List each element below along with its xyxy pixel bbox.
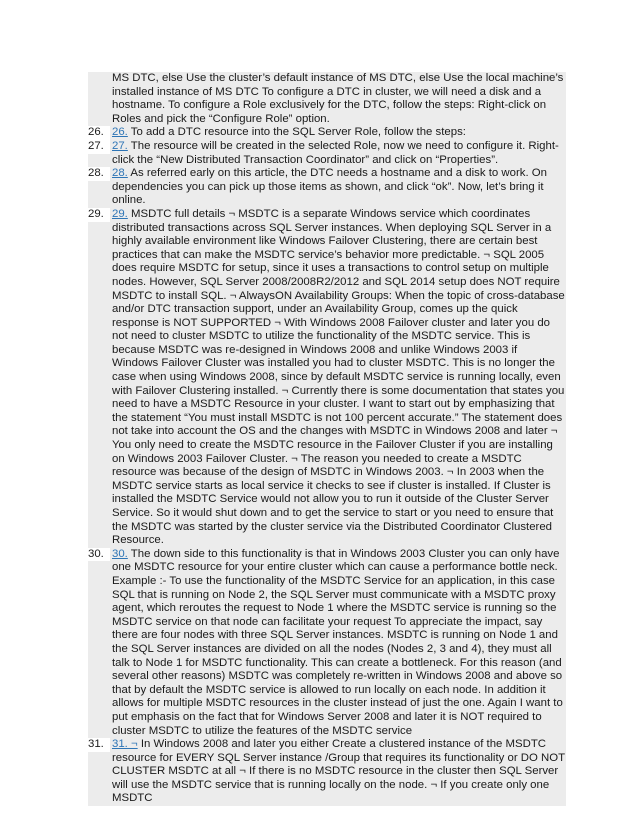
list-item-31 <box>88 738 566 806</box>
list-item-text: To add a DTC resource into the SQL Server Role, follow the steps: <box>127 126 466 139</box>
list-item-30 <box>88 548 566 738</box>
list-number: 31. <box>88 738 110 752</box>
list-item-body <box>112 738 566 806</box>
list-number: 27. <box>88 140 110 154</box>
list-number: 26. <box>88 126 110 140</box>
item-link-26[interactable]: 26. <box>112 126 128 139</box>
list-item-text: As referred early on this article, the DTC needs a hostname and a disk to work. On dependencies you can pick up those items as shown, and click “ok”. Now, let’s bring it online. <box>112 167 547 207</box>
list-number: 29. <box>88 208 110 222</box>
list-item-text: MSDTC full details ¬ MSDTC is a separate Windows service which coordinates distributed transactions across SQL Server instances. When deploying SQL Server in a highly available environment like Windows Failover Clustering, there are certain best practices that can make the MSDTC service’s behavior more predictable. ¬ SQL 2005 does require MSDTC for setup, since it uses a transactions to control setup on multiple nodes. However, SQL Server 2008/2008R2/2012 and SQL 2014 setup does NOT require MSDTC to install SQL. ¬ AlwaysON Availability Groups: When the topic of cross-database and/or DTC transaction support, under an Availability Group, comes up the quick response is NOT SUPPORTED ¬ With Windows 2008 Failover cluster and later you do not need to cluster MSDTC to utilize the functionality of the MSDTC service. This is because MSDTC was re-designed in Windows 2008 and unlike Windows 2003 if Windows Failover Cluster was installed you had to cluster MSDTC. This is no longer the case when using Windows 2008, since by default MSDTC service is running locally, even with Failover Clustering installed. ¬ Currently there is some documentation that states you need to have a MSDTC Resource in your cluster. I want to start out by emphasizing that the statement “You must install MSDTC is not 100 percent accurate.” The statement does not take into account the OS and the changes with MSDTC in Windows 2008 and later ¬ You only need to create the MSDTC resource in the Failover Cluster if you are installing on Windows 2003 Failover Cluster. ¬ The reason you needed to create a MSDTC resource was because of the design of MSDTC in Windows 2003. ¬ In 2003 when the MSDTC service starts as local service it checks to see if cluster is installed. If Cluster is installed the MSDTC Service would not allow you to run it outside of the Cluster Server Service. So it would shut down and to get the service to start or you need to ensure that the MSDTC was started by the cluster service via the Distributed Coordinator Clustered Resource. <box>112 207 565 547</box>
list-item-27 <box>88 140 566 167</box>
continuation-paragraph <box>88 72 566 126</box>
list-number: 28. <box>88 167 110 181</box>
item-link-29[interactable]: 29. <box>112 207 128 220</box>
list-item-29 <box>88 208 566 548</box>
list-item-text: The resource will be created in the selected Role, now we need to configure it. Right-click the “New Distributed Transaction Coordinator” and click on “Properties”. <box>112 139 559 166</box>
list-number: 30. <box>88 548 110 562</box>
list-item-26 <box>88 126 566 140</box>
item-link-31[interactable]: 31. ¬ <box>112 738 138 751</box>
list-item-text: In Windows 2008 and later you either Create a clustered instance of the MSDTC resource for EVERY SQL Server instance /Group that requires its functionality or DO NOT CLUSTER MSDTC at all ¬ If there is no MSDTC resource in the cluster then SQL Server will use the MSDTC service that is running locally on the node. ¬ If you create only one MSDTC <box>112 738 565 805</box>
list-item-body <box>112 208 566 548</box>
document-page <box>88 72 566 806</box>
list-item-28 <box>88 167 566 208</box>
item-link-28[interactable]: 28. <box>112 167 128 180</box>
list-item-body <box>112 126 566 140</box>
list-item-body <box>112 548 566 738</box>
list-item-text: The down side to this functionality is that in Windows 2003 Cluster you can only have one MSDTC resource for your entire cluster which can cause a performance bottle neck. Example :- To use the functionality of the MSDTC Service for an application, in this case SQL that is running on Node 2, the SQL Server must communicate with a MSDTC proxy agent, which reroutes the request to Node 1 where the MSDTC service is running so the MSDTC service on that node can facilitate your request To appreciate the impact, say there are four nodes with three SQL Server instances. MSDTC is running on Node 1 and the SQL Server instances are divided on all the nodes (Nodes 2, 3 and 4), they must all talk to Node 1 for MSDTC functionality. This can create a bottleneck. For this reason (and several other reasons) MSDTC was completely re-written in Windows 2008 and above so that by default the MSDTC service is allowed to run locally on each node. In addition it allows for multiple MSDTC resources in the cluster instead of just the one. Again I want to put emphasis on the fact that for Windows Server 2008 and later it is NOT required to cluster MSDTC to utilize the features of the MSDTC service <box>112 547 563 737</box>
continuation-text: MS DTC, else Use the cluster’s default instance of MS DTC, else Use the local machine’s installed instance of MS DTC To configure a DTC in cluster, we will need a disk and a hostname. To configure a Role exclusively for the DTC, follow the steps: Right-click on Roles and pick the “Configure Role” option. <box>112 72 564 125</box>
list-item-body <box>112 140 566 167</box>
item-link-27[interactable]: 27. <box>112 139 128 152</box>
list-item-body <box>112 167 566 208</box>
item-link-30[interactable]: 30. <box>112 547 128 560</box>
